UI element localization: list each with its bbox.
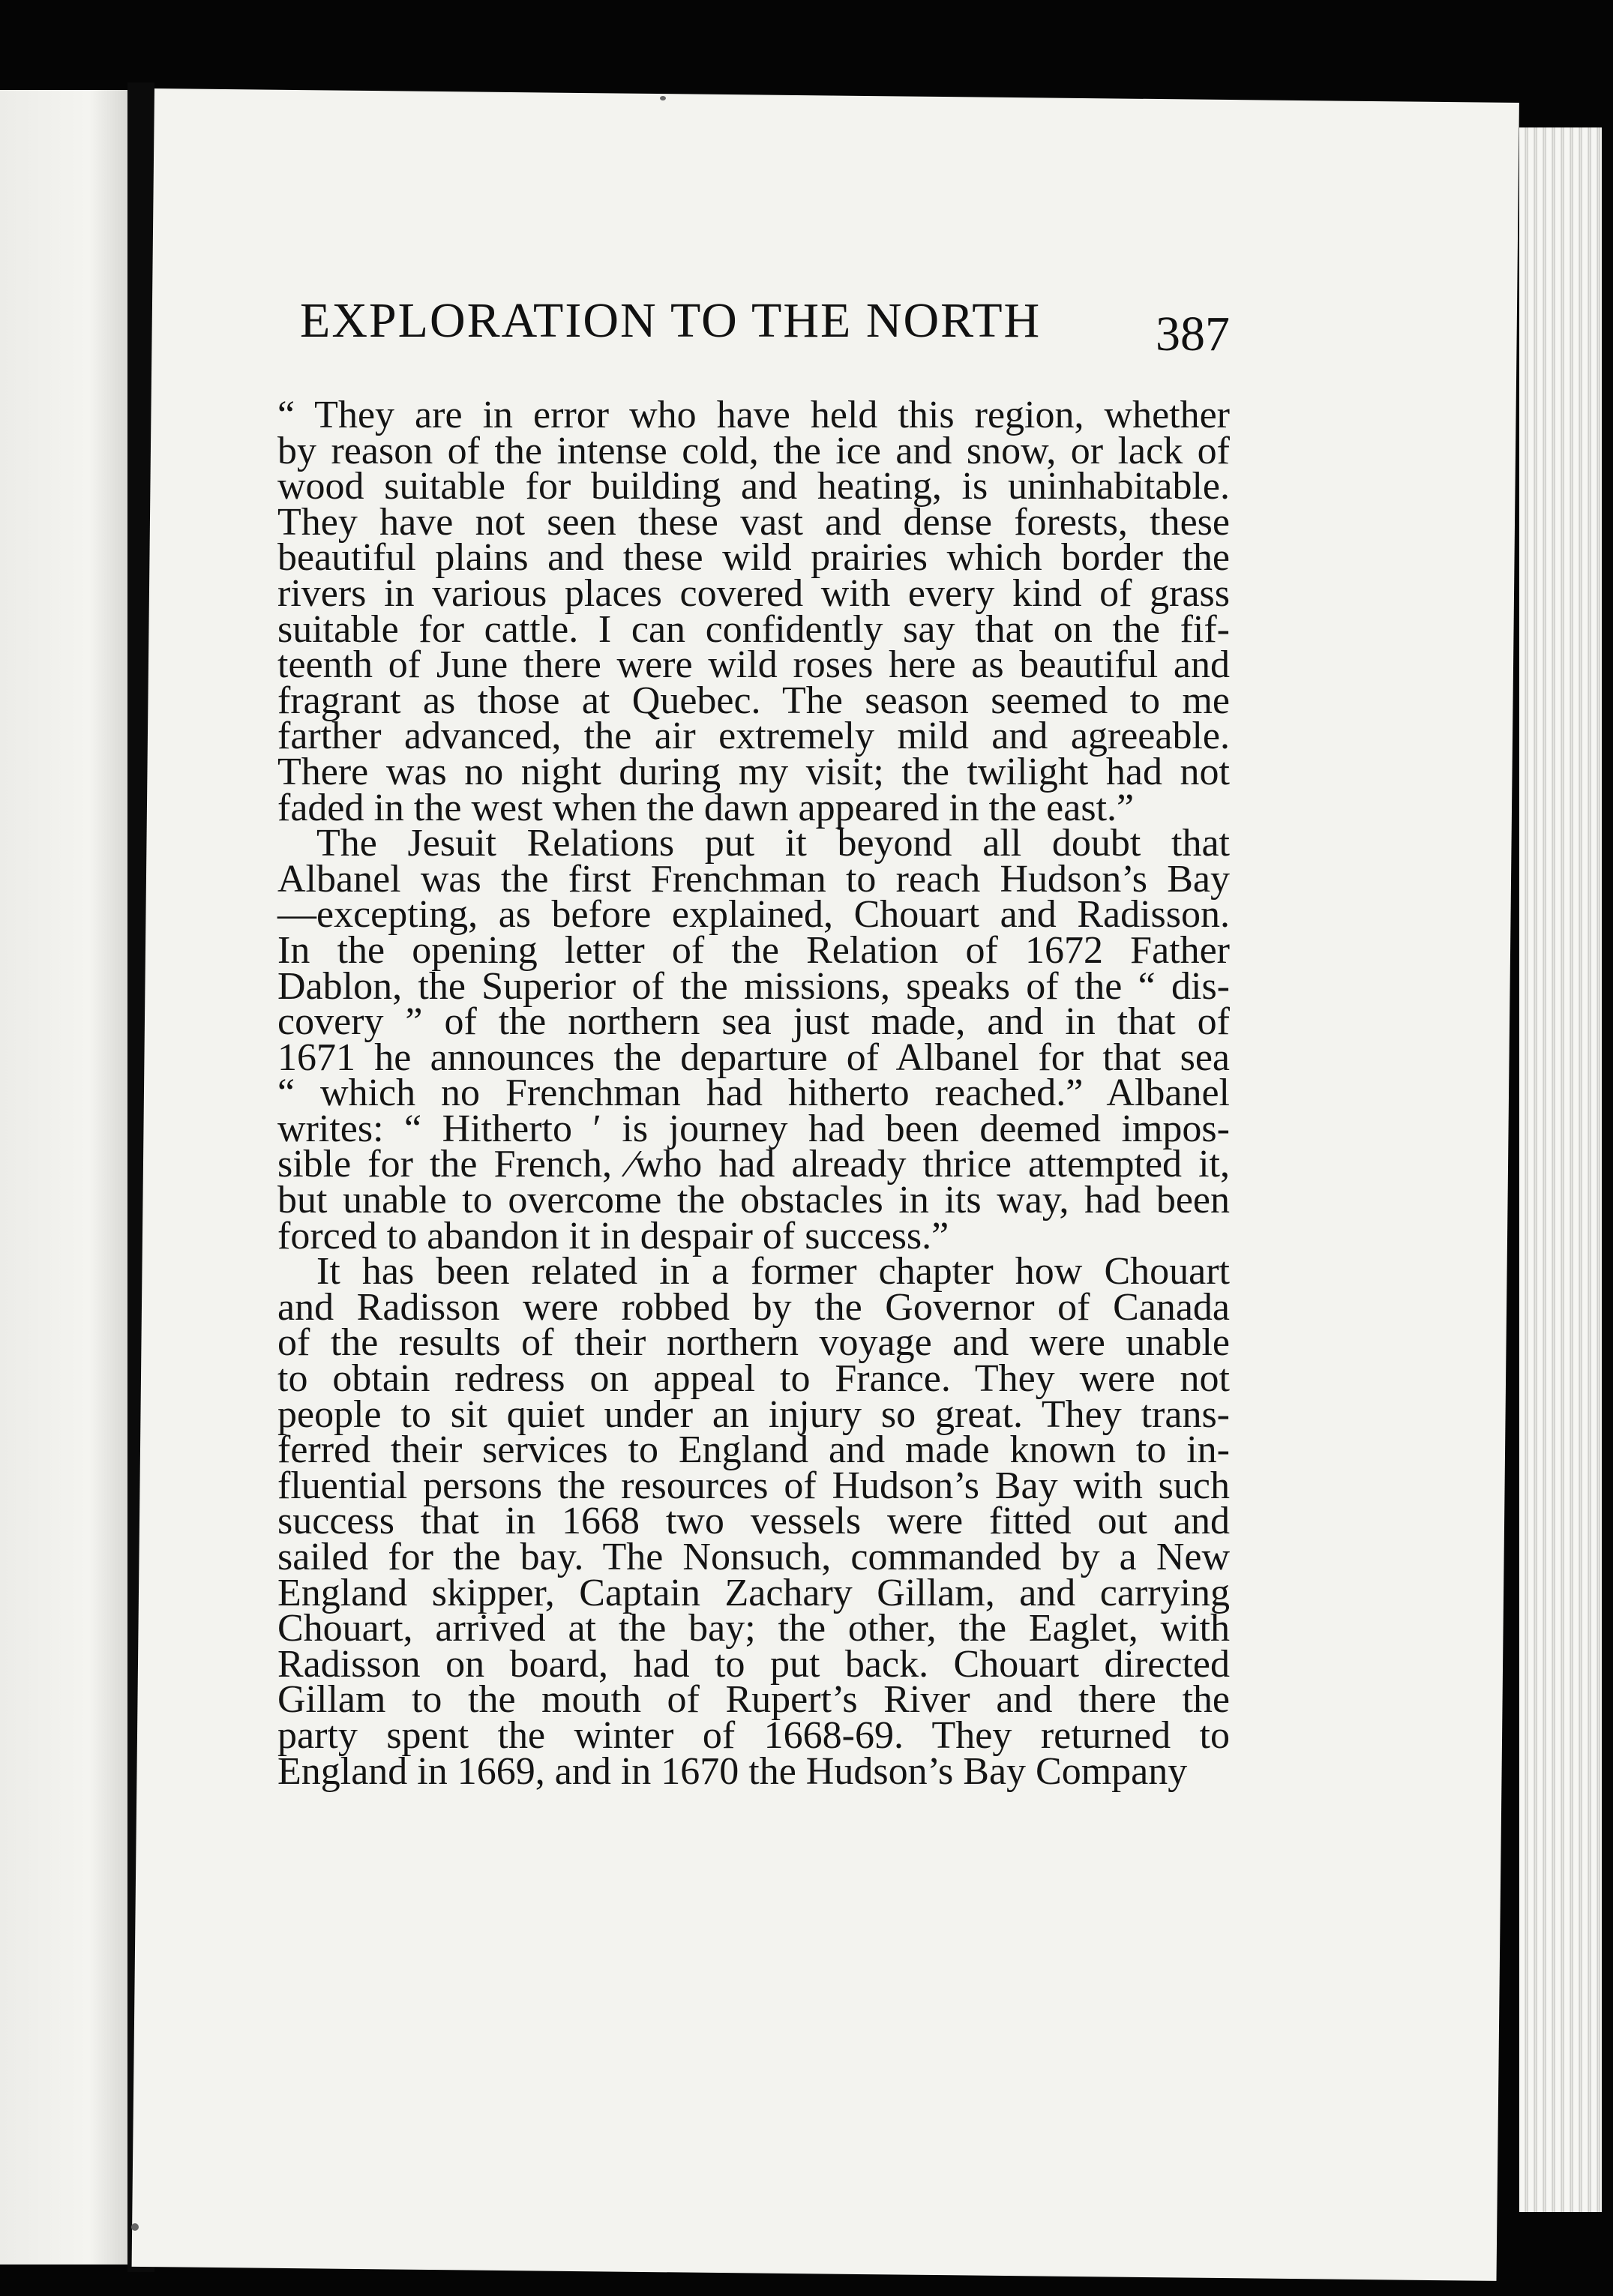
body-text	[277, 394, 1230, 1793]
text-line: but unable to overcome the obstacles in its way, had been	[277, 1179, 1230, 1222]
text-line: party spent the winter of 1668-69. They returned to	[277, 1713, 1230, 1757]
text-line: —excepting, as before explained, Chouart and Radisson.	[277, 893, 1230, 937]
text-line: writes: “ Hitherto ′ is journey had been deemed impos-	[277, 1107, 1230, 1150]
running-head: EXPLORATION TO THE NORTH	[300, 293, 1042, 348]
facing-page-edge	[0, 90, 127, 2265]
text-line: faded in the west when the dawn appeared in the east.”	[277, 786, 1135, 829]
text-line: It has been related in a former chapter how Chouart	[316, 1250, 1230, 1293]
text-line: England skipper, Captain Zachary Gillam, and carrying	[277, 1571, 1230, 1614]
text-line: 1671 he announces the departure of Albanel for that sea	[277, 1036, 1230, 1079]
text-line: teenth of June there were wild roses here as beautiful and	[277, 643, 1230, 687]
text-line: Gillam to the mouth of Rupert’s River and there the	[277, 1678, 1230, 1722]
page-number: 387	[1156, 307, 1230, 361]
text-line: Radisson on board, had to put back. Chouart directed	[277, 1642, 1230, 1686]
text-line: rivers in various places covered with every kind of grass	[277, 571, 1230, 615]
paragraph	[277, 822, 1230, 1257]
text-line: England in 1669, and in 1670 the Hudson’s Bay Company	[277, 1749, 1188, 1793]
text-line: “ which no Frenchman had hitherto reached.” Albanel	[277, 1072, 1230, 1115]
text-line: success that in 1668 two vessels were fitted out and	[277, 1500, 1230, 1543]
text-line: Dablon, the Superior of the missions, speaks of the “ dis-	[277, 964, 1230, 1008]
text-line: forced to abandon it in despair of success.”	[277, 1214, 949, 1257]
scan-speck	[131, 2223, 139, 2231]
text-line: fragrant as those at Quebec. The season seemed to me	[277, 679, 1230, 722]
text-line: by reason of the intense cold, the ice and snow, or lack of	[277, 429, 1230, 472]
text-line: The Jesuit Relations put it beyond all doubt that	[316, 822, 1230, 865]
text-line: In the opening letter of the Relation of 1672 Father	[277, 928, 1230, 972]
text-line: Albanel was the first Frenchman to reach Hudson’s Bay	[277, 857, 1230, 901]
text-line: sailed for the bay. The Nonsuch, commanded by a New	[277, 1536, 1230, 1578]
text-line: of the results of their northern voyage and were unable	[277, 1321, 1230, 1365]
text-line: wood suitable for building and heating, is uninhabitable.	[277, 465, 1230, 508]
text-line: suitable for cattle. I can confidently say that on the fif-	[277, 607, 1230, 651]
text-line: to obtain redress on appeal to France. They were not	[277, 1357, 1230, 1401]
text-line: people to sit quiet under an injury so great. They trans-	[277, 1392, 1230, 1436]
scan-speck	[660, 96, 666, 100]
text-line: There was no night during my visit; the twilight had not	[277, 750, 1230, 793]
text-line: covery ” of the northern sea just made, and in that of	[277, 1000, 1230, 1044]
text-line: Chouart, arrived at the bay; the other, the Eaglet, with	[277, 1607, 1230, 1650]
text-line: fluential persons the resources of Hudson’s Bay with such	[277, 1464, 1230, 1507]
text-line: “ They are in error who have held this region, whether	[277, 394, 1230, 436]
paragraph	[277, 1250, 1230, 1793]
paragraph	[277, 394, 1230, 829]
text-line: and Radisson were robbed by the Governor of Canada	[277, 1285, 1230, 1329]
text-line: ferred their services to England and made known to in-	[277, 1428, 1230, 1472]
text-line: beautiful plains and these wild prairies which border the	[277, 536, 1230, 580]
text-line: They have not seen these vast and dense forests, these	[277, 500, 1230, 544]
text-line: sible for the French, ⁄who had already thrice attempted it,	[277, 1143, 1230, 1186]
page-header	[300, 292, 1230, 390]
page-stack-edges	[1519, 127, 1602, 2212]
text-line: farther advanced, the air extremely mild and agreeable.	[277, 715, 1230, 758]
